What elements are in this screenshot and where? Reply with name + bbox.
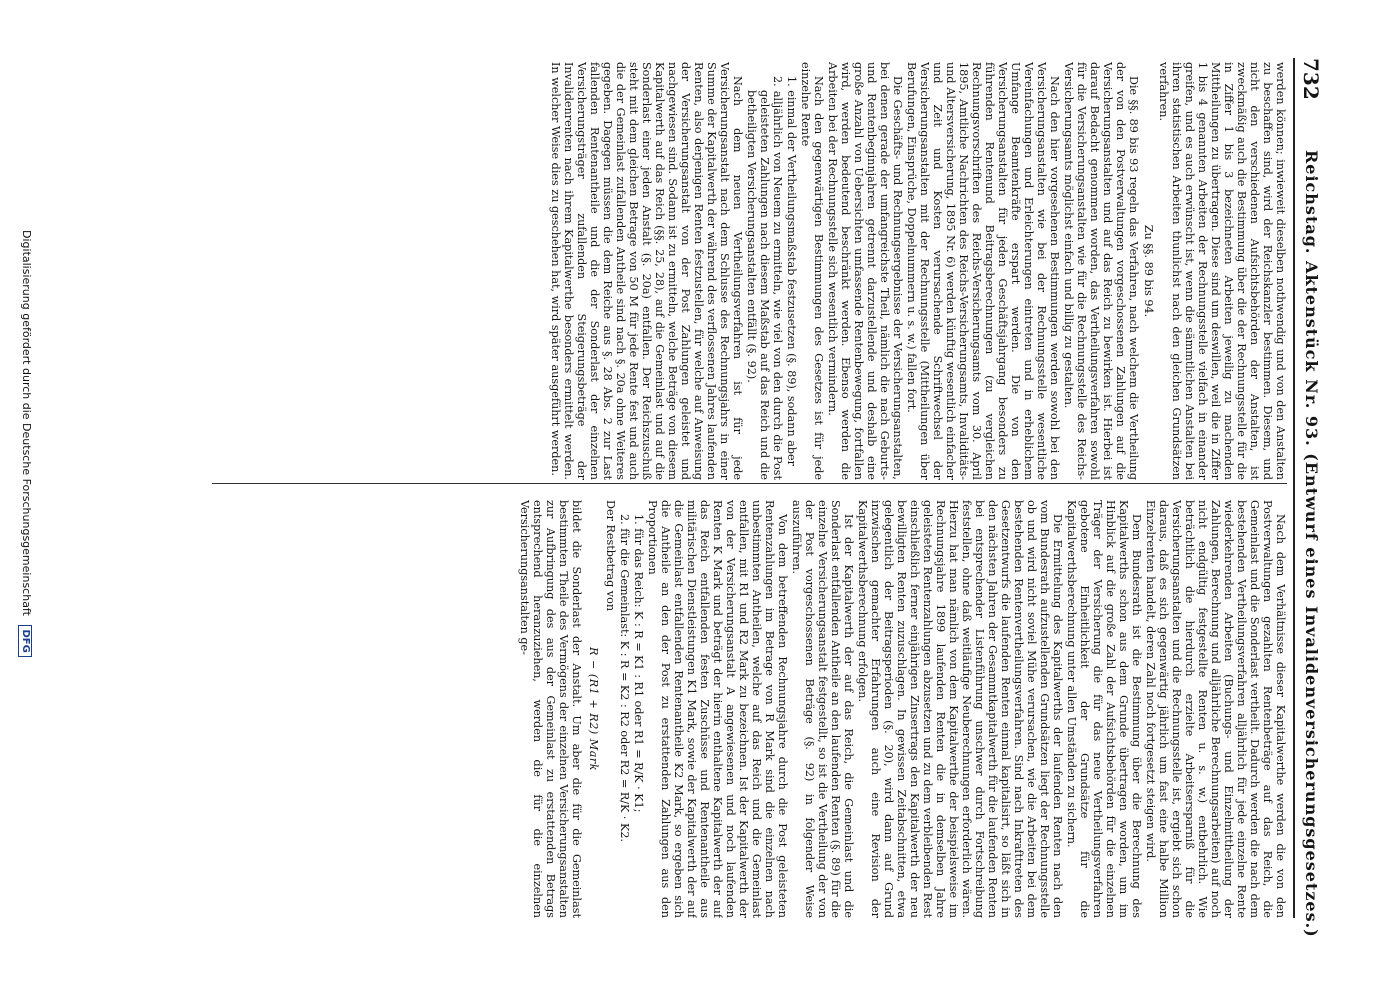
paragraph: Der Restbetrag von (604, 500, 617, 612)
paragraph: R − (R1 + R2) Mark (587, 646, 600, 772)
credit-text: Digitalisierung gefördert durch die Deutsche Forschungsgemeinschaft (20, 230, 33, 616)
paragraph: Zu §§. 89 bis 94. (1142, 224, 1155, 318)
paragraph: 2. für die Gemeinlast: K : R = K2 : R2 oder R2 = R/K · K2. (618, 514, 631, 843)
paragraph: Nach dem neuen Vertheilungsverfahren ist für jede Versicherungsanstalt nach dem Schlusse des Rechnungsjahrs in einer Summe der Kapitalwerth der während des verflossenen Jahres laufenden Renten, also derjenigen Renten festzustellen, für welche auf Anweisung der Versicherungsanstalt von der Post Zahlungen geleistet und nachgewiesen sind. Sodann ist zu ermitteln, welche Beträge von diesem Kapitalwerth auf das Reich (§§. 25, 28), auf die Gemeinlast und auf die Sonderlast einer jeden Anstalt (§. 20a) entfallen. Der Reichszuschuß steht mit dem gleichen Betrage von 50 M für jede Rente fest und auch die der Gemeinlast zufallenden Antheile sind nach §. 20a ohne Weiteres gegeben. Dagegen müssen die dem Reiche aus §. 28 Abs. 2 zur Last fallenden Rentenantheile und die der Sonderlast der einzelnen Versicherungsträger zufallenden Steigerungsbeträge der Invalidenrenten nach ihrem Kapitalwerthe besonders ermittelt werden. In welcher Weise dies zu geschehen hat, wird später ausgeführt werden. (549, 62, 744, 480)
paragraph: Ist der Kapitalwerth der auf das Reich, die Gemeinlast und die Sonderlast entfallenden Antheile an den laufenden Renten (§. 89) für die einzelne Versicherungsanstalt festgestellt, so ist die Vertheilung der von der Post vorgeschossenen Beträge (§. 92) in folgender Weise auszuführen. (790, 500, 855, 918)
paragraph: Nach den hier vorgesehenen Bestimmungen werden sowohl bei den Versicherungsanstalten wie bei der Rechnungsstelle wesentliche Vereinfachungen und Erleichterungen eintreten und in erheblichem Umfange Beamtenkräfte erspart werden. Die von den Versicherungsanstalten für jeden Geschäftsjahrgang besonders zu führenden Rentenund Beitragsberechnungen (zu vergleichen Rechnungsvorschriften des Reichs-Versicherungsamts vom 30. April 1895, Amtliche Nachrichten des Reichs-Versicherungsamts, Invaliditäts- und Altersversicherung, 1895 Nr. 6) werden künftig wesentlich einfacher und Zeit und Kosten verursachende Schriftwechsel der Versicherungsanstalten mit der Rechnungsstelle (Mittheilungen über Berufungen, Einsprüche, Doppelnummern u. s. w.) fallen fort. (905, 62, 1061, 480)
page-number: 732 (1299, 58, 1323, 100)
paragraph: Nach den gegenwärtigen Bestimmungen des Gesetzes ist für jede einzelne Rente (799, 62, 825, 480)
right-text-column (210, 500, 1287, 918)
paragraph: werden können; inwieweit dieselben nothwendig und von den Anstalten zu beschaffen sind, wird der Reichskanzler bestimmen. Diesem, und nicht den verschiedenen Aufsichtsbehörden der Anstalten, ist zweckmäßig auch die Bestimmung über die der Rechnungsstelle für die in Ziffer 1 bis 3 bezeichneten Arbeiten jeweilig zu machenden Mittheilungen zu übertragen. Diese sind um deswillen, weil die in Ziffer 1 bis 4 genannten Arbeiten der Rechnungsstelle vielfach in einander greifen, und es auch erwünscht ist, wenn die sämmtlichen Anstalten bei ihren statistischen Arbeiten thunlichst nach den gleichen Grundsätzen verfahren. (1157, 62, 1287, 480)
paragraph: Die §§. 89 bis 93 regeln das Verfahren, nach welchem die Vertheilung der von den Postverwaltungen vorgeschossenen Zahlungen auf die Versicherungsanstalten und auf das Reich zu bewirken ist. Hierbei ist darauf Bedacht genommen worden, das Vertheilungsverfahren sowohl für die Versicherungsanstalten wie für die Rechnungsstelle des Reichs-Versicherungsamts möglichst einfach und billig zu gestalten. (1062, 62, 1140, 480)
dfg-logo: DFG (18, 625, 32, 656)
paragraph: bildet die Sonderlast der Anstalt. Um aber die für die Gemeinlast bestimmten Theile des Vermögens der einzelnen Versicherungsanstalten zur Aufbringung des aus der Gemeinlast zu erstattenden Betrags entsprechend heranzuziehen, werden die für die einzelnen Versicherungsanstalten ge- (518, 500, 583, 918)
paragraph: 2. alljährlich von Neuem zu ermitteln, wie viel von den durch die Post geleisteten Zahlungen nach diesem Maßstab auf das Reich und die betheiligten Versicherungsanstalten entfällt (§. 92). (745, 76, 784, 480)
running-title: Reichstag. Aktenstück Nr. 93. (Entwurf eines Invalidenversicherungsgesetzes.) (1302, 150, 1321, 938)
paragraph: Nach dem Verhältnisse dieser Kapitalwerthe werden die von den Postverwaltungen gezahlten Rentenbeträge auf das Reich, die Gemeinlast und die Sonderlast vertheilt. Dadurch werden die nach dem bestehenden Vertheilungsverfahren alljährlich für jede einzelne Rente wiederkehrenden Arbeiten (Buchungs- und Einzelmittheilung der Zahlungen, Berechnung und alljährliche Berechnungsarbeiten) auf noch nicht endgültig festgestellte Renten u. s. w.) entbehrlich. Wie beträchtlich die hierdurch erzielte Arbeitsersparniß für die Versicherungsanstalten und die Rechnungsstelle ist, ergiebt sich schon daraus, daß es sich gegenwärtig jährlich um fast eine halbe Million Einzelrenten handelt, deren Zahl noch fortgesetzt steigen wird. (1144, 500, 1287, 918)
paragraph: Die Ermittelung des Kapitalwerths der laufenden Renten nach den vom Bundesrath aufzustellenden Grundsätzen liegt der Rechnungsstelle ob und wird nicht soviel Mühe verursachen, wie die Arbeiten bei dem bestehenden Rentenvertheilungsverfahren. Sind nach Inkrafttreten des Gesetzentwurfs die laufenden Renten einmal kapitalisirt, so läßt sich in den nächsten Jahren der Gesammtkapitalwerth für die laufenden Renten bei entsprechender Listenführung unschwer durch Fortschreibung feststellen, ohne daß weitläufige Neuberechnungen erforderlich wären. Hierzu hat man nämlich von dem Kapitalwerthe der beispielsweise im Rechnungsjahre 1899 laufenden Renten die in demselben Jahre geleisteten Rentenzahlungen abzusetzen und zu dem verbleibenden Rest einschließlich ferner einjährigen Zinsertrags den Kapitalwerth der neu bewilligten Renten zuzuschlagen. In gewissen Zeitabschnitten, etwa gelegentlich der Beitragsperioden (§. 20), wird dann auf Grund inzwischen gemachter Erfahrungen auch eine Revision der Kapitalwerthsberechnung erfolgen. (856, 500, 1064, 918)
paragraph: 1. einmal der Vertheilungsmaßstab festzusetzen (§. 89), sodann aber (785, 76, 798, 467)
column-divider (212, 483, 1287, 484)
left-text-column (210, 62, 1287, 480)
digitization-credit (18, 230, 33, 657)
paragraph: Die Geschäfts- und Rechnungsergebnisse der Versicherungsanstalten, bei denen gerade der umfangreichste Theil, nämlich die nach Geburts- und Rentenbeginnjahren getrennt darzustellende und deshalb eine große Anzahl von Uebersichten umfassende Rentenbewegung, fortfallen wird, werden bedeutend beschränkt werden. Ebenso werden die Arbeiten bei der Rechnungsstelle sich wesentlich vermindern. (826, 62, 904, 480)
paragraph: 1. für das Reich: K : R = K1 : R1 oder R1 = R/K · K1; (632, 514, 645, 813)
paragraph: Von dem betreffenden Rechnungsjahre durch die Post geleisteten Rentenzahlungen im Betrage von R Mark sind die einzelnen nach unbestimmten Antheilen, welche auf das Reich und die Gemeinlast entfallen, mit R1 und R2 Mark zu bezeichnen. Ist der Kapitalwerth der von der Versicherungsanstalt A angewiesenen und noch laufenden Renten K Mark und beträgt der hierin enthaltene Kapitalwerth der auf das Reich entfallenden festen Zuschüsse und Rentenantheile aus militärischen Dienstleistungen K1 Mark, sowie der Kapitalwerth der auf die Gemeinlast entfallenden Rentenantheile K2 Mark, so ergeben sich die Antheile an den der Post zu erstattenden Zahlungen aus den Proportionen (646, 500, 789, 918)
paragraph: Dem Bundesrath ist die Bestimmung über die Berechnung des Kapitalwerths schon aus dem Grunde übertragen worden, um im Hinblick auf die große Zahl der Aufsichtsbehörden für die einzelnen Träger der Versicherung die für das neue Vertheilungsverfahren gebotene Einheitlichkeit der Grundsätze für die Kapitalwerthsberechnung unter allen Umständen zu sichern. (1065, 500, 1143, 918)
header-rule (1293, 58, 1295, 918)
